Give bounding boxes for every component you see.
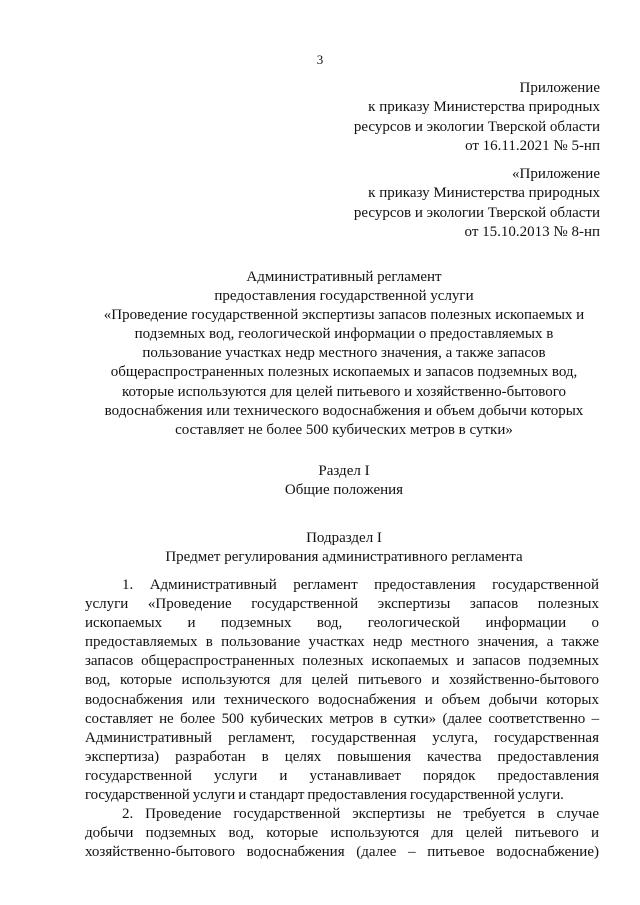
title-line: Административный регламент [246, 269, 442, 285]
title-line: пользование участках недр местного значения, а также запасов [142, 345, 546, 362]
annex-original-block [354, 165, 600, 242]
annex-original-line: «Приложение [511, 166, 600, 182]
annex-current-line: к приказу Министерства природных [368, 99, 600, 116]
annex-current-block [354, 79, 600, 156]
paragraph-1-line: экспертиза) разработан в целях повышения качества предоставления [85, 748, 599, 765]
title-line: «Проведение государственной экспертизы запасов полезных ископаемых и [103, 307, 585, 324]
annex-current-line: Приложение [519, 80, 600, 96]
body-text [85, 576, 599, 862]
section-label: Раздел I [318, 463, 370, 479]
paragraph-2-line: 2. Проведение государственной экспертизы не требуется в случае [122, 806, 599, 823]
paragraph-1-line: водоснабжения или технического водоснабжения и объем добычи которых [85, 691, 599, 708]
paragraph-1-line: государственной услуги и стандарт предоставления государственной услуги. [85, 787, 564, 804]
annex-original-line: к приказу Министерства природных [368, 185, 600, 202]
paragraph-2-line: хозяйственно-бытового водоснабжения (далее – питьевое водоснабжение) [85, 844, 599, 861]
document-title [85, 268, 603, 440]
title-line: составляет не более 500 кубических метров в сутки» [175, 421, 513, 438]
paragraph-1-line: государственной услуги и устанавливает порядок предоставления [85, 767, 599, 784]
paragraph-1-line: предоставляемых в пользование участках недр местного значения, а также [85, 634, 599, 651]
subsection-label: Подраздел I [306, 530, 382, 546]
paragraph-1-line: запасов общераспространенных полезных ископаемых и запасов подземных [85, 653, 599, 670]
paragraph-1-line: составляет не более 500 кубических метров в сутки» (далее соответственно – [85, 710, 599, 727]
section-heading [85, 462, 603, 500]
title-line: общераспространенных полезных ископаемых и запасов подземных вод, [110, 364, 578, 381]
annex-original-line: ресурсов и экологии Тверской области [353, 204, 600, 221]
title-line: предоставления государственной услуги [214, 288, 474, 305]
page-number: 3 [316, 52, 324, 67]
paragraph-1-line: 1. Административный регламент предоставления государственной [122, 577, 599, 593]
annex-current-line: ресурсов и экологии Тверской области [353, 118, 600, 135]
title-line: которые используются для целей питьевого и хозяйственно-бытового [122, 383, 566, 400]
title-line: подземных вод, геологической информации о предоставляемых в [134, 326, 554, 343]
paragraph-2-line: добычи подземных вод, которые используются для целей питьевого и [85, 825, 599, 842]
paragraph-1-line: вод, которые используются для целей питьевого и хозяйственно-бытового [85, 672, 599, 689]
section-title: Общие положения [284, 482, 404, 498]
paragraph-1-line: ископаемых и подземных вод, геологической информации о [85, 615, 599, 632]
annex-original-line: от 15.10.2013 № 8-нп [464, 223, 600, 240]
title-line: водоснабжения или технического водоснабжения и объем добычи которых [104, 402, 584, 419]
paragraph-1-line: услуги «Проведение государственной экспертизы запасов полезных [85, 596, 599, 613]
paragraph-1-line: Административный регламент, государственная услуга, государственная [85, 729, 599, 746]
annex-current-line: от 16.11.2021 № 5-нп [465, 137, 600, 154]
subsection-heading [85, 529, 603, 567]
subsection-title: Предмет регулирования административного регламента [165, 549, 523, 565]
